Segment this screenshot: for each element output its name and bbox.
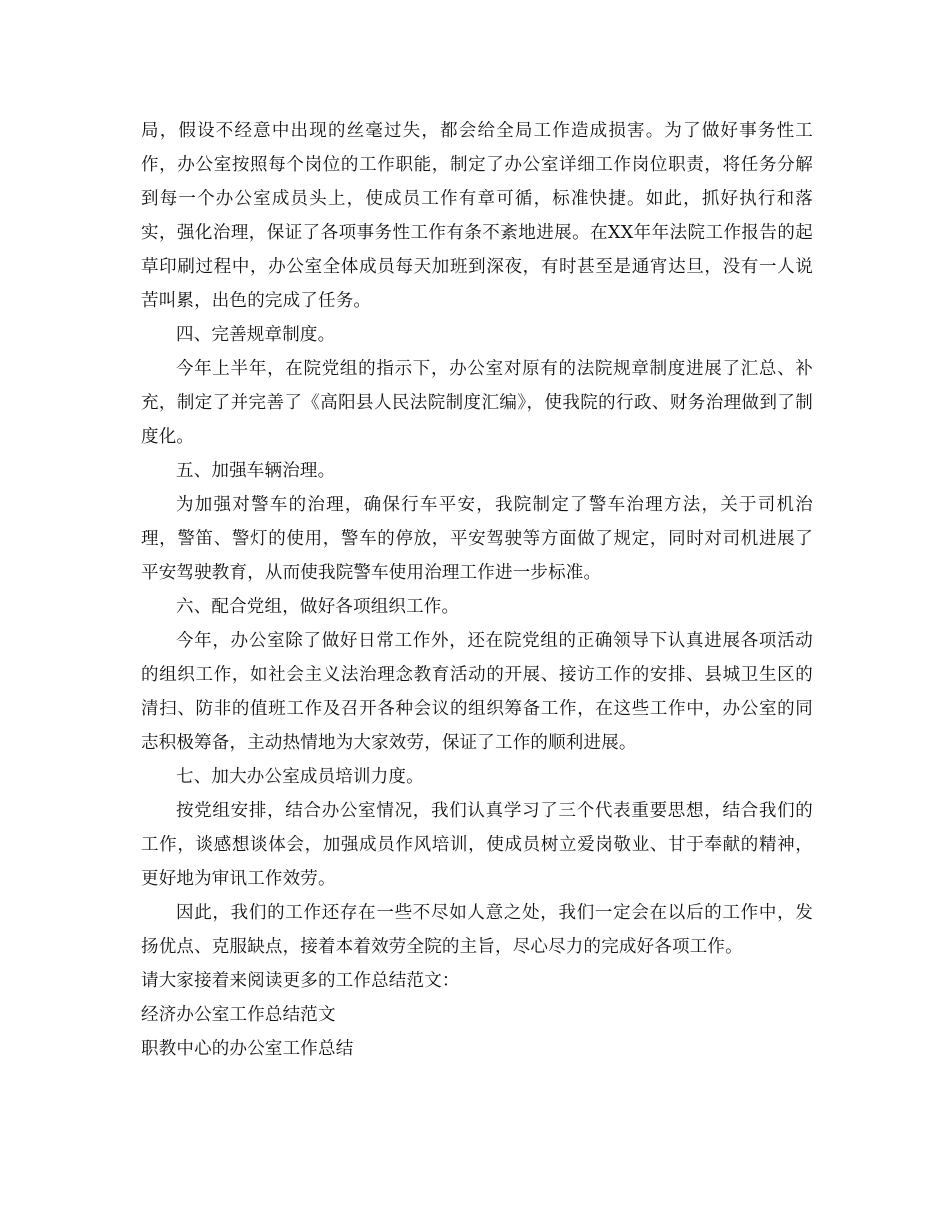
section-heading-5: 五、加强车辆治理。 bbox=[176, 461, 336, 481]
section-heading-4: 四、完善规章制度。 bbox=[176, 325, 336, 345]
paragraph-organization: 今年，办公室除了做好日常工作外，还在院党组的正确领导下认真进展各项活动的组织工作，如社会主义法治理念教育活动的开展、接访工作的安排、县城卫生区的清扫、防非的值班工作及召开各种会议的组织筹备工作，在这些工作中，办公室的同志积极筹备，主动热情地为大家效劳，保证了工作的顺利进展。 bbox=[141, 631, 813, 753]
paragraph-regulations: 今年上半年，在院党组的指示下，办公室对原有的法院规章制度进展了汇总、补充，制定了并完善了《高阳县人民法院制度汇编》，使我院的行政、财务治理做到了制度化。 bbox=[141, 359, 813, 447]
section-heading-7: 七、加大办公室成员培训力度。 bbox=[176, 767, 424, 787]
paragraph-training: 按党组安排，结合办公室情况，我们认真学习了三个代表重要思想，结合我们的工作，谈感想谈体会，加强成员作风培训，使成员树立爱岗敬业、甘于奉献的精神，更好地为审讯工作效劳。 bbox=[141, 801, 813, 889]
related-article-link[interactable]: 经济办公室工作总结范文 bbox=[141, 1005, 336, 1025]
related-articles-intro: 请大家接着来阅读更多的工作总结范文： bbox=[141, 971, 460, 991]
section-heading-6: 六、配合党组，做好各项组织工作。 bbox=[176, 597, 460, 617]
paragraph-vehicles: 为加强对警车的治理，确保行车平安，我院制定了警车治理方法，关于司机治理，警笛、警灯的使用，警车的停放，平安驾驶等方面做了规定，同时对司机进展了平安驾驶教育，从而使我院警车使用治理工作进一步标准。 bbox=[141, 495, 813, 583]
paragraph-continuation: 局，假设不经意中出现的丝毫过失，都会给全局工作造成损害。为了做好事务性工作，办公室按照每个岗位的工作职能，制定了办公室详细工作岗位职责，将任务分解到每一个办公室成员头上，使成员工作有章可循，标准快捷。如此，抓好执行和落实，强化治理，保证了各项事务性工作有条不紊地进展。在XX年年法院工作报告的起草印刷过程中，办公室全体成员每天加班到深夜，有时甚至是通宵达旦，没有一人说苦叫累，出色的完成了任务。 bbox=[141, 121, 813, 311]
document-body bbox=[141, 114, 813, 1066]
paragraph-conclusion: 因此，我们的工作还存在一些不尽如人意之处，我们一定会在以后的工作中，发扬优点、克服缺点，接着本着效劳全院的主旨，尽心尽力的完成好各项工作。 bbox=[141, 903, 813, 957]
related-article-link[interactable]: 职教中心的办公室工作总结 bbox=[141, 1039, 354, 1059]
